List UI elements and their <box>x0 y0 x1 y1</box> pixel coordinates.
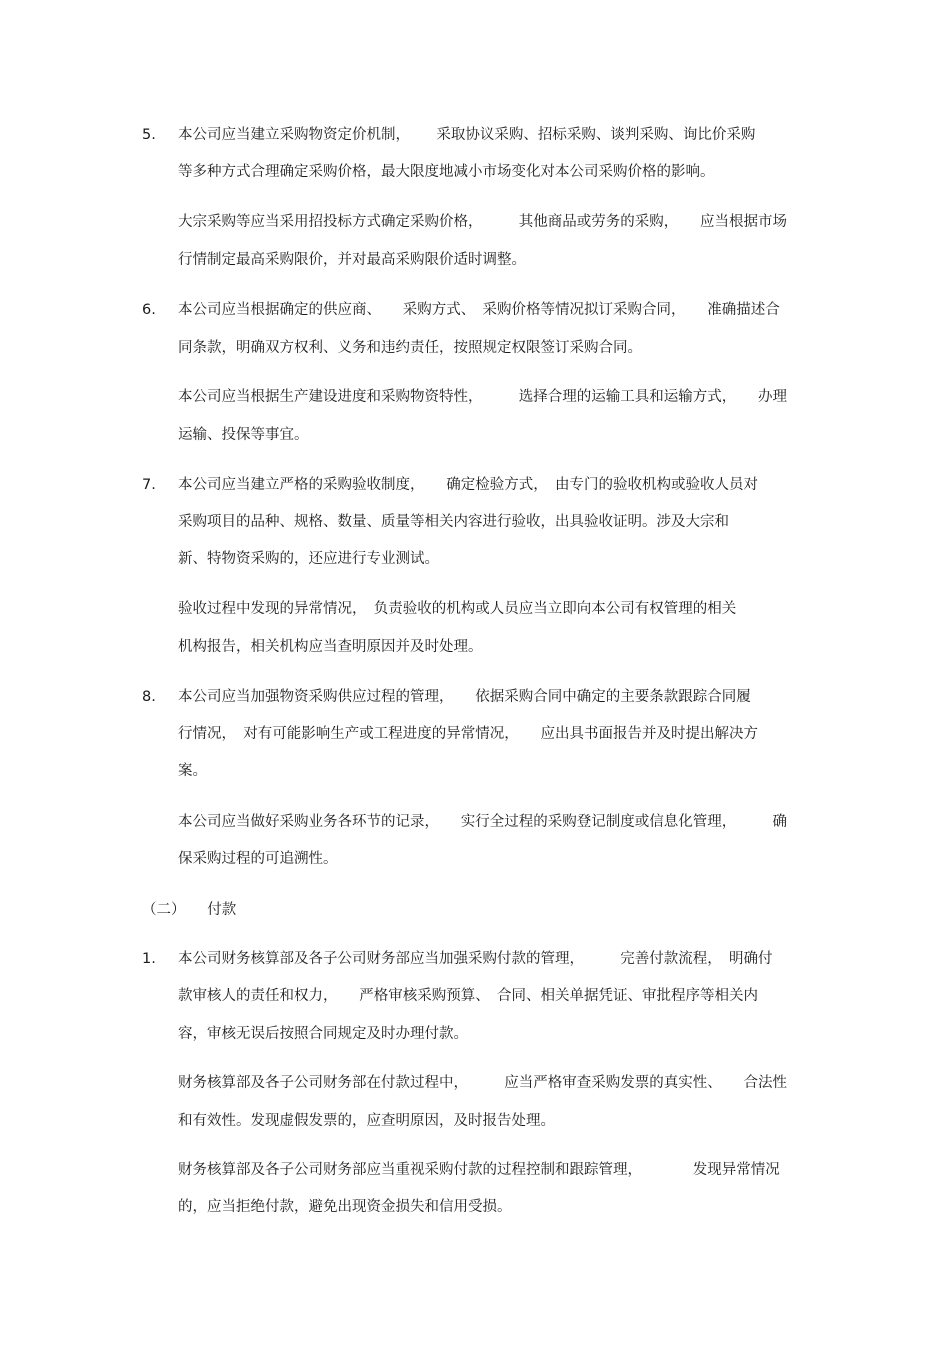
paragraph-line: 行情制定最高采购限价，并对最高采购限价适时调整。 <box>178 252 526 268</box>
paragraph-line: 本公司应当根据生产建设进度和采购物资特性， 选择合理的运输工具和运输方式， 办理 <box>178 389 787 405</box>
paragraph-line: 机构报告，相关机构应当查明原因并及时处理。 <box>178 639 483 655</box>
paragraph-line: 同条款，明确双方权利、义务和违约责任，按照规定权限签订采购合同。 <box>178 340 642 356</box>
paragraph-line: 行情况， 对有可能影响生产或工程进度的异常情况， 应出具书面报告并及时提出解决方 <box>178 726 758 742</box>
paragraph-line: 采购项目的品种、规格、数量、质量等相关内容进行验收，出具验收证明。涉及大宗和 <box>178 514 729 530</box>
paragraph-line: 运输、投保等事宜。 <box>178 427 309 443</box>
item-number: 8. <box>142 689 156 705</box>
paragraph-line: 本公司应当加强物资采购供应过程的管理， 依据采购合同中确定的主要条款跟踪合同履 <box>178 689 751 705</box>
paragraph-line: 验收过程中发现的异常情况， 负责验收的机构或人员应当立即向本公司有权管理的相关 <box>178 601 737 617</box>
paragraph-line: 的，应当拒绝付款，避免出现资金损失和信用受损。 <box>178 1199 512 1215</box>
paragraph-line: 财务核算部及各子公司财务部应当重视采购付款的过程控制和跟踪管理， 发现异常情况 <box>178 1162 780 1178</box>
paragraph-line: 款审核人的责任和权力， 严格审核采购预算、 合同、相关单据凭证、审批程序等相关内 <box>178 988 758 1004</box>
paragraph-line: 保采购过程的可追溯性。 <box>178 851 338 867</box>
paragraph-line: 等多种方式合理确定采购价格，最大限度地减小市场变化对本公司采购价格的影响。 <box>178 164 715 180</box>
paragraph-line: 财务核算部及各子公司财务部在付款过程中， 应当严格审查采购发票的真实性、 合法性 <box>178 1075 787 1091</box>
item-number: 5. <box>142 127 156 143</box>
paragraph-line: 本公司应当建立严格的采购验收制度， 确定检验方式， 由专门的验收机构或验收人员对 <box>178 477 758 493</box>
paragraph-line: 本公司财务核算部及各子公司财务部应当加强采购付款的管理， 完善付款流程， 明确付 <box>178 951 773 967</box>
paragraph-line: 和有效性。发现虚假发票的，应查明原因，及时报告处理。 <box>178 1113 555 1129</box>
paragraph-line: 本公司应当根据确定的供应商、 采购方式、 采购价格等情况拟订采购合同， 准确描述合 <box>178 302 780 318</box>
paragraph-line: 新、特物资采购的，还应进行专业测试。 <box>178 551 439 567</box>
paragraph-line: 容，审核无误后按照合同规定及时办理付款。 <box>178 1026 468 1042</box>
item-number: 1. <box>142 951 156 967</box>
item-number: 6. <box>142 302 156 318</box>
paragraph-line: 本公司应当建立采购物资定价机制， 采取协议采购、招标采购、谈判采购、询比价采购 <box>178 127 756 143</box>
paragraph-line: 案。 <box>178 763 207 779</box>
paragraph-line: 本公司应当做好采购业务各环节的记录， 实行全过程的采购登记制度或信息化管理， 确 <box>178 814 787 830</box>
paragraph-line: 大宗采购等应当采用招投标方式确定采购价格， 其他商品或劳务的采购， 应当根据市场 <box>178 214 787 230</box>
section-heading: （二） 付款 <box>142 902 237 918</box>
item-number: 7. <box>142 477 156 493</box>
